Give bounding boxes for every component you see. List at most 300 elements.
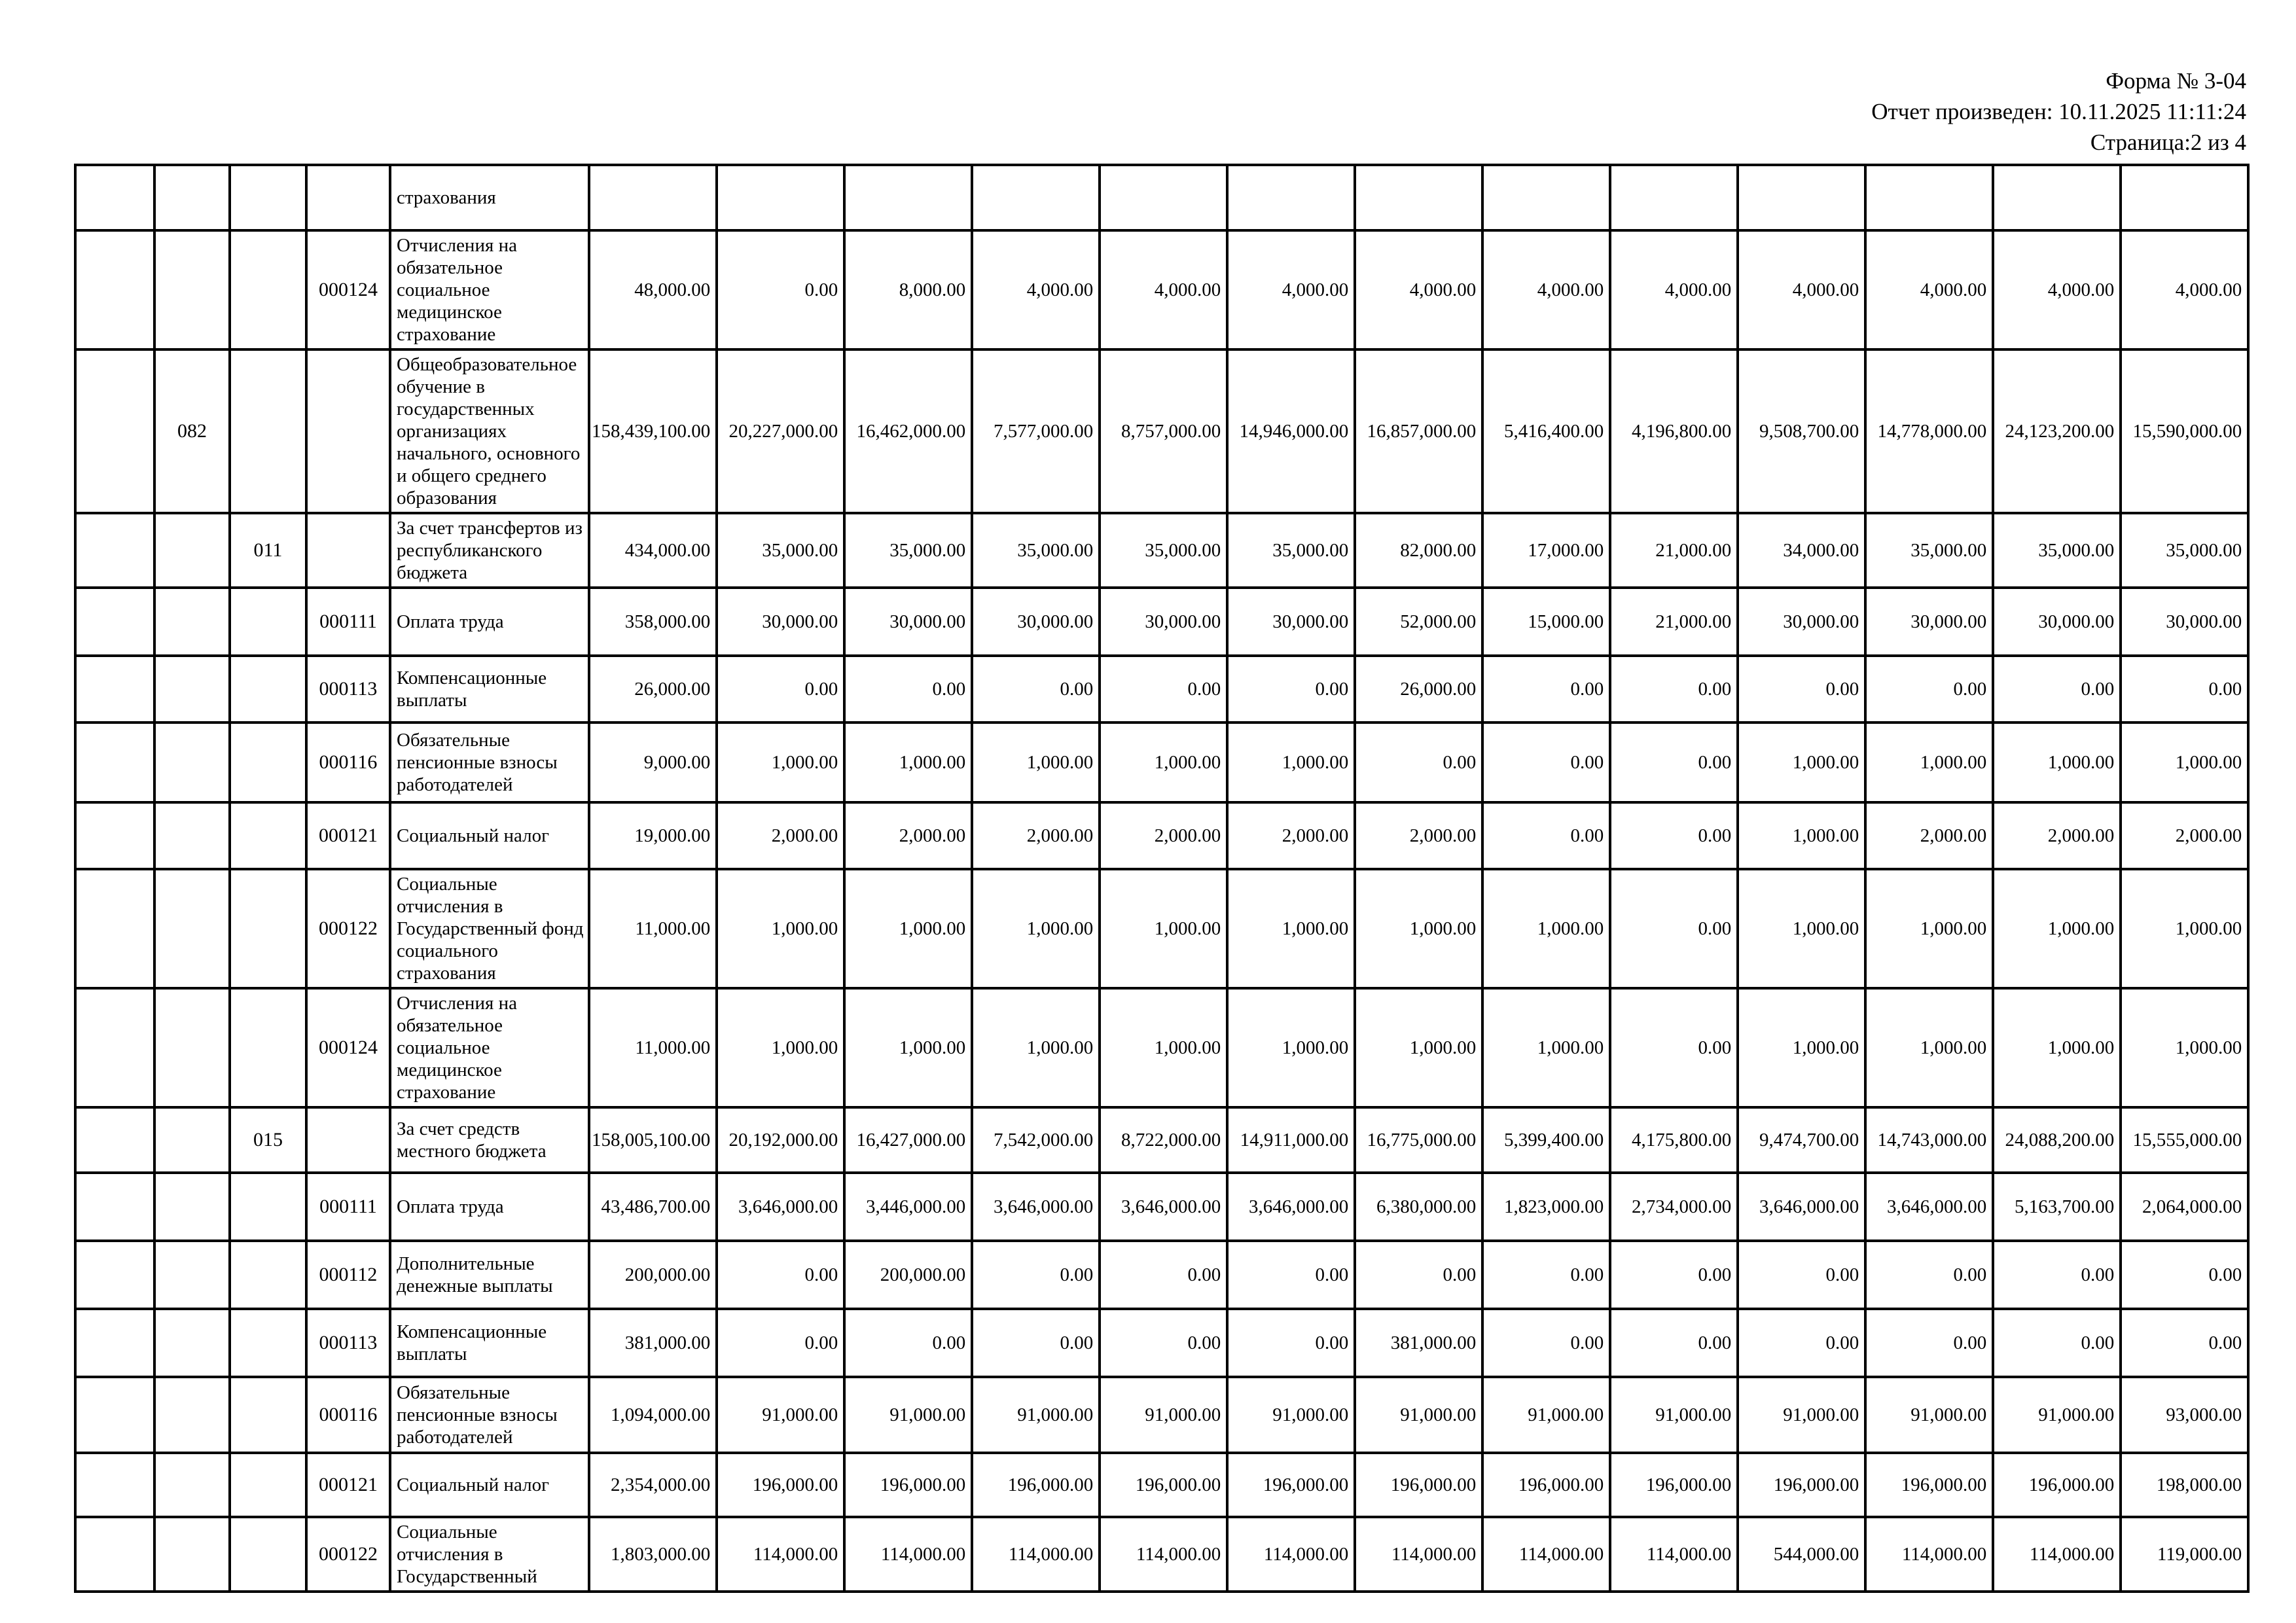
value-cell [1865,165,1993,230]
value-cell: 0.00 [844,1309,972,1377]
code-cell [154,1517,230,1592]
value-cell: 1,000.00 [1738,988,1865,1107]
value-cell: 0.00 [1610,988,1738,1107]
value-cell: 2,734,000.00 [1610,1173,1738,1241]
value-cell: 21,000.00 [1610,513,1738,588]
value-cell: 1,000.00 [717,988,844,1107]
code-cell [230,588,306,656]
value-cell: 9,508,700.00 [1738,349,1865,513]
code-cell [230,656,306,722]
value-cell: 1,000.00 [1100,722,1227,802]
table-row [75,165,2248,230]
value-cell: 82,000.00 [1355,513,1482,588]
table-row [75,722,2248,802]
code-cell [75,869,154,988]
value-cell: 381,000.00 [589,1309,717,1377]
value-cell: 35,000.00 [1865,513,1993,588]
value-cell: 14,743,000.00 [1865,1107,1993,1173]
value-cell [844,165,972,230]
value-cell: 1,000.00 [1993,988,2121,1107]
table-row [75,656,2248,722]
code-cell: 000111 [306,588,390,656]
value-cell: 91,000.00 [1227,1377,1355,1453]
value-cell: 1,000.00 [2121,722,2248,802]
value-cell: 3,646,000.00 [1100,1173,1227,1241]
value-cell: 1,000.00 [1227,722,1355,802]
value-cell: 0.00 [1100,1309,1227,1377]
value-cell: 17,000.00 [1482,513,1610,588]
description-cell: Дополнительные денежные выплаты [390,1241,589,1309]
value-cell: 30,000.00 [1865,588,1993,656]
value-cell: 1,000.00 [717,722,844,802]
value-cell: 1,000.00 [972,869,1100,988]
value-cell: 14,778,000.00 [1865,349,1993,513]
value-cell: 4,000.00 [1227,230,1355,349]
code-cell: 011 [230,513,306,588]
value-cell: 2,064,000.00 [2121,1173,2248,1241]
budget-table [74,164,2250,1593]
table-row [75,869,2248,988]
value-cell [1355,165,1482,230]
value-cell: 114,000.00 [1482,1517,1610,1592]
value-cell: 26,000.00 [589,656,717,722]
value-cell: 3,646,000.00 [1227,1173,1355,1241]
value-cell: 0.00 [1610,1241,1738,1309]
value-cell: 11,000.00 [589,988,717,1107]
description-cell: За счет трансфертов из республиканского бюджета [390,513,589,588]
value-cell: 0.00 [1738,1309,1865,1377]
value-cell: 114,000.00 [1227,1517,1355,1592]
value-cell: 119,000.00 [2121,1517,2248,1592]
value-cell: 0.00 [844,656,972,722]
code-cell [154,1173,230,1241]
code-cell [154,1241,230,1309]
code-cell [75,988,154,1107]
value-cell: 3,646,000.00 [1865,1173,1993,1241]
table-row [75,1377,2248,1453]
value-cell: 2,000.00 [1100,802,1227,869]
value-cell: 30,000.00 [844,588,972,656]
value-cell [1100,165,1227,230]
value-cell: 0.00 [1482,802,1610,869]
value-cell: 1,000.00 [844,722,972,802]
value-cell: 93,000.00 [2121,1377,2248,1453]
description-cell: Общеобразовательное обучение в государственных организациях начального, основного и общего среднего образования [390,349,589,513]
value-cell: 0.00 [1355,722,1482,802]
value-cell: 114,000.00 [972,1517,1100,1592]
code-cell: 082 [154,349,230,513]
value-cell: 24,123,200.00 [1993,349,2121,513]
value-cell: 91,000.00 [844,1377,972,1453]
value-cell: 1,000.00 [1482,988,1610,1107]
code-cell [75,802,154,869]
value-cell: 0.00 [1993,1309,2121,1377]
form-number-label: Форма № 3-04 [2106,68,2246,94]
code-cell [154,802,230,869]
page-indicator: Страница:2 из 4 [2090,130,2246,155]
value-cell: 0.00 [2121,1309,2248,1377]
value-cell: 0.00 [1865,656,1993,722]
value-cell: 1,823,000.00 [1482,1173,1610,1241]
code-cell [75,1377,154,1453]
value-cell: 4,000.00 [1993,230,2121,349]
code-cell [75,349,154,513]
value-cell: 0.00 [1227,1241,1355,1309]
value-cell: 1,000.00 [1227,869,1355,988]
value-cell: 14,911,000.00 [1227,1107,1355,1173]
description-cell: Отчисления на обязательное социальное медицинское страхование [390,988,589,1107]
code-cell: 000121 [306,802,390,869]
table-row [75,988,2248,1107]
code-cell: 015 [230,1107,306,1173]
value-cell: 0.00 [1610,722,1738,802]
value-cell: 2,000.00 [844,802,972,869]
code-cell [75,1173,154,1241]
code-cell [230,722,306,802]
value-cell: 196,000.00 [1610,1453,1738,1517]
value-cell: 2,000.00 [972,802,1100,869]
value-cell: 2,000.00 [2121,802,2248,869]
value-cell: 30,000.00 [1993,588,2121,656]
value-cell: 196,000.00 [1100,1453,1227,1517]
value-cell: 2,354,000.00 [589,1453,717,1517]
code-cell: 000122 [306,869,390,988]
value-cell: 1,000.00 [1738,869,1865,988]
value-cell: 16,427,000.00 [844,1107,972,1173]
value-cell: 0.00 [717,1241,844,1309]
code-cell [75,1453,154,1517]
value-cell: 0.00 [1738,1241,1865,1309]
budget-table-body [75,165,2248,1592]
value-cell: 114,000.00 [1865,1517,1993,1592]
value-cell: 196,000.00 [1482,1453,1610,1517]
value-cell: 0.00 [1993,656,2121,722]
description-cell: Социальные отчисления в Государственный [390,1517,589,1592]
value-cell: 91,000.00 [1865,1377,1993,1453]
value-cell [1738,165,1865,230]
value-cell: 544,000.00 [1738,1517,1865,1592]
value-cell: 9,474,700.00 [1738,1107,1865,1173]
value-cell: 24,088,200.00 [1993,1107,2121,1173]
report-generated-label: Отчет произведен: 10.11.2025 11:11:24 [1871,99,2246,124]
value-cell: 196,000.00 [844,1453,972,1517]
value-cell: 198,000.00 [2121,1453,2248,1517]
code-cell: 000116 [306,1377,390,1453]
value-cell [2121,165,2248,230]
value-cell: 0.00 [1227,656,1355,722]
value-cell: 200,000.00 [589,1241,717,1309]
value-cell: 4,000.00 [1100,230,1227,349]
value-cell [1610,165,1738,230]
value-cell: 0.00 [1482,656,1610,722]
code-cell [154,988,230,1107]
description-cell: Оплата труда [390,588,589,656]
value-cell: 3,646,000.00 [972,1173,1100,1241]
value-cell: 1,803,000.00 [589,1517,717,1592]
code-cell [154,869,230,988]
value-cell [972,165,1100,230]
table-row [75,802,2248,869]
value-cell: 35,000.00 [1227,513,1355,588]
value-cell: 14,946,000.00 [1227,349,1355,513]
table-row [75,349,2248,513]
code-cell [154,1309,230,1377]
value-cell: 15,590,000.00 [2121,349,2248,513]
description-cell: Отчисления на обязательное социальное медицинское страхование [390,230,589,349]
value-cell: 1,000.00 [1738,722,1865,802]
code-cell [230,1377,306,1453]
value-cell: 30,000.00 [1227,588,1355,656]
value-cell: 35,000.00 [717,513,844,588]
code-cell [154,1107,230,1173]
value-cell: 1,000.00 [844,869,972,988]
value-cell: 1,000.00 [1100,988,1227,1107]
value-cell: 4,000.00 [1355,230,1482,349]
description-cell: Социальный налог [390,1453,589,1517]
code-cell [230,230,306,349]
value-cell: 43,486,700.00 [589,1173,717,1241]
value-cell: 2,000.00 [1865,802,1993,869]
value-cell: 0.00 [1355,1241,1482,1309]
value-cell: 1,000.00 [972,988,1100,1107]
code-cell: 000111 [306,1173,390,1241]
value-cell: 91,000.00 [1993,1377,2121,1453]
value-cell: 0.00 [1610,802,1738,869]
value-cell: 91,000.00 [972,1377,1100,1453]
report-header [1871,65,2246,158]
value-cell: 91,000.00 [1482,1377,1610,1453]
value-cell: 4,000.00 [1610,230,1738,349]
value-cell: 20,227,000.00 [717,349,844,513]
value-cell: 1,000.00 [972,722,1100,802]
value-cell: 0.00 [972,656,1100,722]
value-cell: 8,757,000.00 [1100,349,1227,513]
description-cell: Обязательные пенсионные взносы работодателей [390,722,589,802]
value-cell: 434,000.00 [589,513,717,588]
value-cell: 1,000.00 [717,869,844,988]
value-cell [1227,165,1355,230]
value-cell: 20,192,000.00 [717,1107,844,1173]
table-row [75,1173,2248,1241]
code-cell [230,1241,306,1309]
value-cell: 35,000.00 [1993,513,2121,588]
value-cell: 0.00 [717,656,844,722]
value-cell: 114,000.00 [1355,1517,1482,1592]
value-cell: 0.00 [1865,1309,1993,1377]
description-cell: Обязательные пенсионные взносы работодателей [390,1377,589,1453]
code-cell [230,165,306,230]
code-cell [230,1173,306,1241]
value-cell: 30,000.00 [2121,588,2248,656]
code-cell: 000124 [306,988,390,1107]
code-cell: 000116 [306,722,390,802]
value-cell: 2,000.00 [1227,802,1355,869]
value-cell: 6,380,000.00 [1355,1173,1482,1241]
description-cell: Компенсационные выплаты [390,1309,589,1377]
value-cell: 381,000.00 [1355,1309,1482,1377]
value-cell: 196,000.00 [1865,1453,1993,1517]
value-cell: 91,000.00 [1355,1377,1482,1453]
value-cell: 1,000.00 [1100,869,1227,988]
value-cell: 35,000.00 [844,513,972,588]
value-cell: 0.00 [972,1309,1100,1377]
value-cell: 7,577,000.00 [972,349,1100,513]
code-cell [75,1517,154,1592]
code-cell [230,802,306,869]
code-cell [75,656,154,722]
value-cell: 3,646,000.00 [1738,1173,1865,1241]
value-cell: 5,399,400.00 [1482,1107,1610,1173]
value-cell: 0.00 [2121,1241,2248,1309]
description-cell: Социальные отчисления в Государственный фонд социального страхования [390,869,589,988]
value-cell: 30,000.00 [1100,588,1227,656]
value-cell: 1,000.00 [1993,722,2121,802]
value-cell: 4,196,800.00 [1610,349,1738,513]
value-cell: 0.00 [1482,1241,1610,1309]
value-cell: 1,000.00 [1738,802,1865,869]
value-cell: 114,000.00 [1610,1517,1738,1592]
value-cell: 196,000.00 [1355,1453,1482,1517]
value-cell: 114,000.00 [1993,1517,2121,1592]
value-cell: 19,000.00 [589,802,717,869]
code-cell [306,349,390,513]
value-cell: 0.00 [1482,1309,1610,1377]
value-cell: 114,000.00 [844,1517,972,1592]
value-cell: 1,000.00 [1865,722,1993,802]
value-cell: 48,000.00 [589,230,717,349]
value-cell: 35,000.00 [972,513,1100,588]
value-cell: 8,000.00 [844,230,972,349]
code-cell [75,230,154,349]
table-row [75,1107,2248,1173]
value-cell: 0.00 [1610,869,1738,988]
value-cell: 8,722,000.00 [1100,1107,1227,1173]
value-cell: 4,000.00 [972,230,1100,349]
code-cell [75,722,154,802]
value-cell: 3,446,000.00 [844,1173,972,1241]
value-cell: 0.00 [717,1309,844,1377]
value-cell: 5,416,400.00 [1482,349,1610,513]
value-cell: 0.00 [1610,1309,1738,1377]
code-cell: 000112 [306,1241,390,1309]
value-cell: 0.00 [1482,722,1610,802]
code-cell [75,1107,154,1173]
value-cell: 196,000.00 [1993,1453,2121,1517]
value-cell: 0.00 [1610,656,1738,722]
value-cell: 196,000.00 [1227,1453,1355,1517]
value-cell: 15,555,000.00 [2121,1107,2248,1173]
code-cell [230,988,306,1107]
description-cell: Социальный налог [390,802,589,869]
code-cell [306,513,390,588]
value-cell: 16,462,000.00 [844,349,972,513]
value-cell: 2,000.00 [717,802,844,869]
value-cell: 1,000.00 [1993,869,2121,988]
value-cell: 91,000.00 [1738,1377,1865,1453]
value-cell: 91,000.00 [1610,1377,1738,1453]
value-cell: 9,000.00 [589,722,717,802]
code-cell: 000121 [306,1453,390,1517]
value-cell: 114,000.00 [1100,1517,1227,1592]
code-cell [154,1453,230,1517]
value-cell: 1,000.00 [1865,869,1993,988]
value-cell: 0.00 [1227,1309,1355,1377]
code-cell [230,349,306,513]
code-cell: 000122 [306,1517,390,1592]
code-cell [75,1241,154,1309]
value-cell: 30,000.00 [972,588,1100,656]
value-cell: 4,000.00 [1482,230,1610,349]
code-cell [154,165,230,230]
value-cell: 2,000.00 [1993,802,2121,869]
value-cell: 34,000.00 [1738,513,1865,588]
value-cell: 2,000.00 [1355,802,1482,869]
code-cell: 000113 [306,1309,390,1377]
code-cell [154,588,230,656]
value-cell: 0.00 [1100,1241,1227,1309]
value-cell: 1,000.00 [2121,988,2248,1107]
value-cell: 0.00 [1865,1241,1993,1309]
value-cell [589,165,717,230]
value-cell [1482,165,1610,230]
table-row [75,1517,2248,1592]
value-cell: 0.00 [1738,656,1865,722]
description-cell: страхования [390,165,589,230]
code-cell [230,869,306,988]
code-cell: 000124 [306,230,390,349]
value-cell: 1,000.00 [1482,869,1610,988]
value-cell: 0.00 [1100,656,1227,722]
code-cell [154,513,230,588]
description-cell: За счет средств местного бюджета [390,1107,589,1173]
code-cell [154,722,230,802]
value-cell: 91,000.00 [1100,1377,1227,1453]
value-cell: 1,000.00 [1865,988,1993,1107]
value-cell: 1,000.00 [1355,869,1482,988]
value-cell: 114,000.00 [717,1517,844,1592]
code-cell [75,165,154,230]
value-cell: 52,000.00 [1355,588,1482,656]
value-cell: 16,857,000.00 [1355,349,1482,513]
table-row [75,513,2248,588]
value-cell: 196,000.00 [972,1453,1100,1517]
value-cell: 5,163,700.00 [1993,1173,2121,1241]
value-cell: 4,000.00 [2121,230,2248,349]
code-cell [230,1309,306,1377]
value-cell: 158,439,100.00 [589,349,717,513]
value-cell: 30,000.00 [717,588,844,656]
value-cell: 15,000.00 [1482,588,1610,656]
value-cell: 4,175,800.00 [1610,1107,1738,1173]
table-row [75,588,2248,656]
value-cell: 35,000.00 [1100,513,1227,588]
code-cell [75,513,154,588]
description-cell: Компенсационные выплаты [390,656,589,722]
value-cell: 91,000.00 [717,1377,844,1453]
value-cell: 0.00 [717,230,844,349]
value-cell: 4,000.00 [1865,230,1993,349]
code-cell [154,656,230,722]
value-cell: 21,000.00 [1610,588,1738,656]
value-cell: 1,000.00 [1355,988,1482,1107]
code-cell [154,230,230,349]
value-cell: 1,000.00 [1227,988,1355,1107]
table-row [75,1241,2248,1309]
value-cell: 200,000.00 [844,1241,972,1309]
code-cell: 000113 [306,656,390,722]
value-cell: 0.00 [972,1241,1100,1309]
value-cell: 30,000.00 [1738,588,1865,656]
